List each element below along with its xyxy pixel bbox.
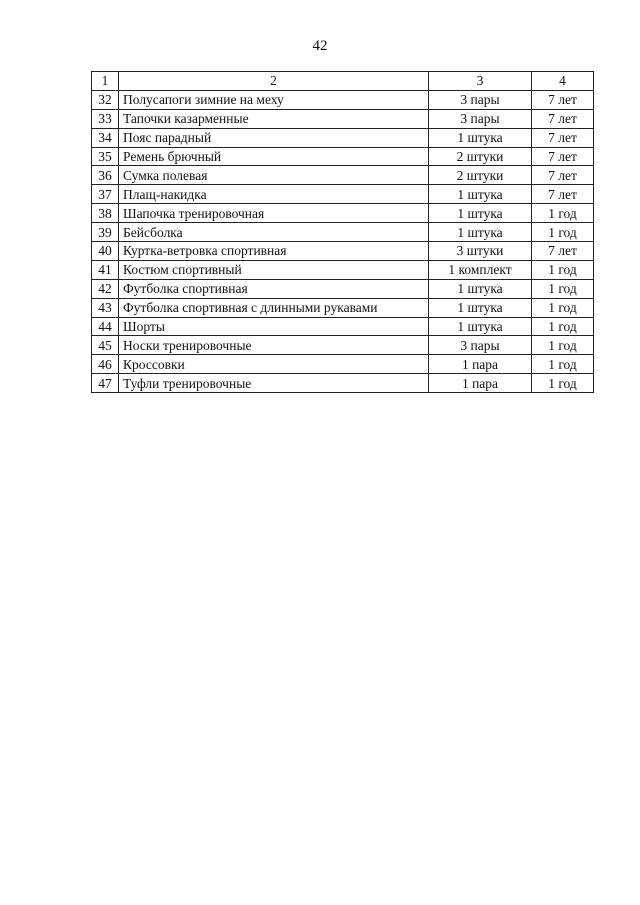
row-number-cell: 34: [92, 128, 119, 147]
item-name-cell: Куртка-ветровка спортивная: [119, 242, 429, 261]
wear-term-cell: 1 год: [532, 317, 594, 336]
item-name-cell: Кроссовки: [119, 355, 429, 374]
row-number-cell: 33: [92, 109, 119, 128]
table-row: [92, 185, 594, 204]
wear-term-cell: 1 год: [532, 336, 594, 355]
wear-term-cell: 7 лет: [532, 90, 594, 109]
row-number-cell: 41: [92, 260, 119, 279]
item-name-cell: Костюм спортивный: [119, 260, 429, 279]
row-number-cell: 43: [92, 298, 119, 317]
row-number-cell: 42: [92, 279, 119, 298]
quantity-cell: 1 пара: [429, 374, 532, 393]
quantity-cell: 1 пара: [429, 355, 532, 374]
wear-term-cell: 7 лет: [532, 109, 594, 128]
quantity-cell: 1 штука: [429, 317, 532, 336]
header-cell-1: 1: [92, 72, 119, 91]
item-name-cell: Шорты: [119, 317, 429, 336]
quantity-cell: 1 штука: [429, 128, 532, 147]
row-number-cell: 36: [92, 166, 119, 185]
table-row: [92, 279, 594, 298]
table-row: [92, 355, 594, 374]
page-number: 42: [312, 38, 328, 54]
wear-term-cell: 1 год: [532, 298, 594, 317]
wear-term-cell: 1 год: [532, 355, 594, 374]
table-row: [92, 90, 594, 109]
table-row: [92, 109, 594, 128]
row-number-cell: 47: [92, 374, 119, 393]
quantity-cell: 1 штука: [429, 223, 532, 242]
wear-term-cell: 1 год: [532, 223, 594, 242]
clothing-norms-table: [91, 71, 594, 393]
row-number-cell: 45: [92, 336, 119, 355]
wear-term-cell: 7 лет: [532, 147, 594, 166]
item-name-cell: Бейсболка: [119, 223, 429, 242]
row-number-cell: 40: [92, 242, 119, 261]
table-header-row: [92, 72, 594, 91]
item-name-cell: Футболка спортивная с длинными рукавами: [119, 298, 429, 317]
table-row: [92, 374, 594, 393]
wear-term-cell: 1 год: [532, 204, 594, 223]
header-cell-4: 4: [532, 72, 594, 91]
table-body: [92, 72, 594, 393]
quantity-cell: 1 комплект: [429, 260, 532, 279]
item-name-cell: Шапочка тренировочная: [119, 204, 429, 223]
quantity-cell: 1 штука: [429, 204, 532, 223]
table-row: [92, 242, 594, 261]
item-name-cell: Тапочки казарменные: [119, 109, 429, 128]
table-row: [92, 128, 594, 147]
table-row: [92, 204, 594, 223]
wear-term-cell: 7 лет: [532, 185, 594, 204]
wear-term-cell: 7 лет: [532, 242, 594, 261]
wear-term-cell: 1 год: [532, 260, 594, 279]
item-name-cell: Сумка полевая: [119, 166, 429, 185]
quantity-cell: 1 штука: [429, 185, 532, 204]
item-name-cell: Футболка спортивная: [119, 279, 429, 298]
row-number-cell: 39: [92, 223, 119, 242]
quantity-cell: 3 пары: [429, 90, 532, 109]
wear-term-cell: 1 год: [532, 279, 594, 298]
quantity-cell: 3 пары: [429, 336, 532, 355]
header-cell-2: 2: [119, 72, 429, 91]
row-number-cell: 32: [92, 90, 119, 109]
wear-term-cell: 7 лет: [532, 128, 594, 147]
row-number-cell: 35: [92, 147, 119, 166]
table-row: [92, 147, 594, 166]
table-row: [92, 223, 594, 242]
item-name-cell: Ремень брючный: [119, 147, 429, 166]
quantity-cell: 1 штука: [429, 279, 532, 298]
item-name-cell: Полусапоги зимние на меху: [119, 90, 429, 109]
item-name-cell: Туфли тренировочные: [119, 374, 429, 393]
quantity-cell: 2 штуки: [429, 147, 532, 166]
table-row: [92, 336, 594, 355]
table-row: [92, 298, 594, 317]
item-name-cell: Носки тренировочные: [119, 336, 429, 355]
row-number-cell: 46: [92, 355, 119, 374]
header-cell-3: 3: [429, 72, 532, 91]
table-row: [92, 166, 594, 185]
quantity-cell: 3 штуки: [429, 242, 532, 261]
quantity-cell: 3 пары: [429, 109, 532, 128]
row-number-cell: 37: [92, 185, 119, 204]
item-name-cell: Плащ-накидка: [119, 185, 429, 204]
row-number-cell: 38: [92, 204, 119, 223]
wear-term-cell: 1 год: [532, 374, 594, 393]
quantity-cell: 1 штука: [429, 298, 532, 317]
item-name-cell: Пояс парадный: [119, 128, 429, 147]
wear-term-cell: 7 лет: [532, 166, 594, 185]
row-number-cell: 44: [92, 317, 119, 336]
quantity-cell: 2 штуки: [429, 166, 532, 185]
table-row: [92, 260, 594, 279]
table-row: [92, 317, 594, 336]
